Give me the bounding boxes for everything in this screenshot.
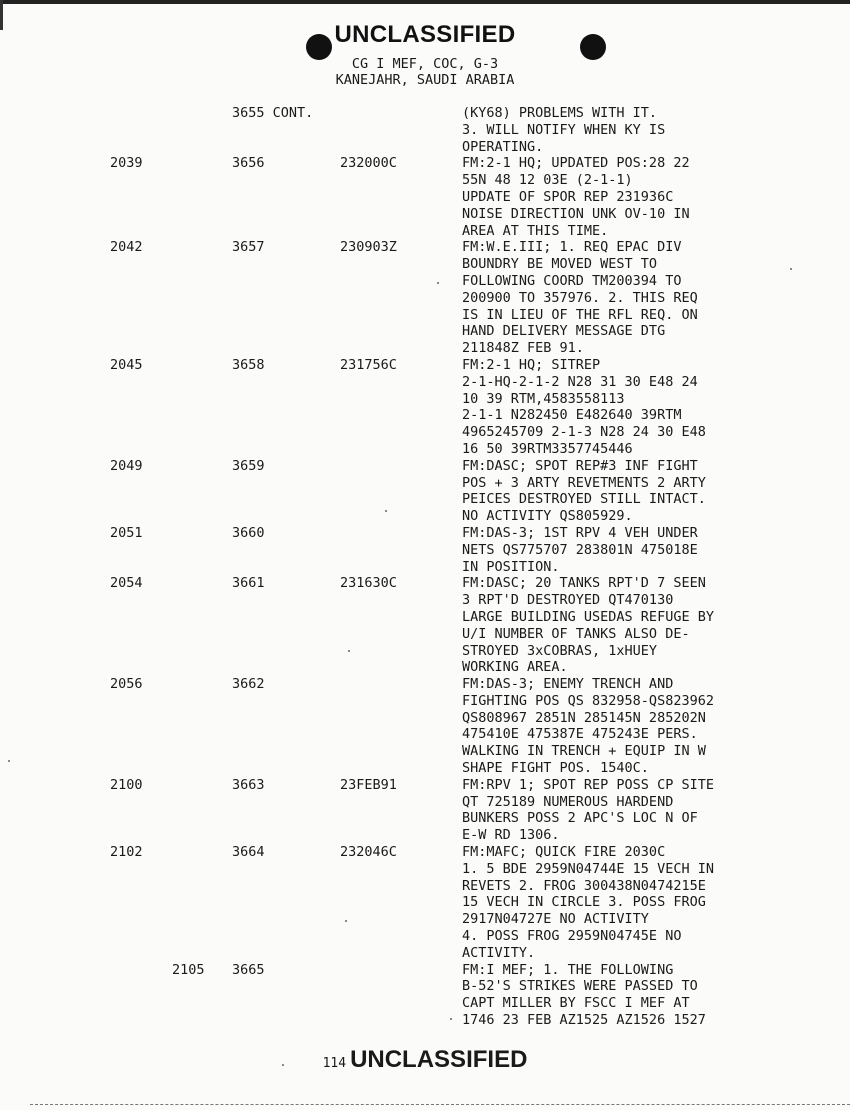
remarks-line: SHAPE FIGHT POS. 1540C. xyxy=(462,760,649,777)
entry-sequence-number: 3664 xyxy=(232,844,265,861)
log-entry xyxy=(0,239,850,357)
remarks-line: HAND DELIVERY MESSAGE DTG xyxy=(462,323,666,340)
entry-date-time-group: 232000C xyxy=(340,155,397,172)
entry-sequence-number: 3660 xyxy=(232,524,265,541)
remarks-line: OPERATING. xyxy=(462,138,544,155)
remarks-line: FM:RPV 1; SPOT REP POSS CP SITE xyxy=(462,776,714,793)
remarks-line: QT 725189 NUMEROUS HARDEND xyxy=(462,793,674,810)
remarks-line: 2-1-HQ-2-1-2 N28 31 30 E48 24 xyxy=(462,373,698,390)
entry-sequence-number: 3657 xyxy=(232,239,265,256)
log-entry xyxy=(0,962,850,1029)
remarks-line: WORKING AREA. xyxy=(462,659,568,676)
scan-speck xyxy=(345,920,347,922)
entry-remarks xyxy=(462,575,847,676)
remarks-line: UPDATE OF SPOR REP 231936C xyxy=(462,188,674,205)
remarks-line: FM:2-1 HQ; UPDATED POS:28 22 xyxy=(462,155,690,172)
entry-remarks xyxy=(462,676,847,777)
remarks-line: 200900 TO 357976. 2. THIS REQ xyxy=(462,289,698,306)
remarks-line: 1. 5 BDE 2959N04744E 15 VECH IN xyxy=(462,860,714,877)
remarks-line: 3. WILL NOTIFY WHEN KY IS xyxy=(462,121,666,138)
log-entry xyxy=(0,777,850,844)
scan-speck xyxy=(8,760,10,762)
remarks-line: FM:DASC; SPOT REP#3 INF FIGHT xyxy=(462,457,698,474)
remarks-line: CAPT MILLER BY FSCC I MEF AT xyxy=(462,995,690,1012)
entry-date-time-group: 231756C xyxy=(340,356,397,373)
entry-remarks xyxy=(462,458,847,525)
scan-speck xyxy=(437,282,439,284)
remarks-line: FM:W.E.III; 1. REQ EPAC DIV xyxy=(462,239,682,256)
entry-remarks xyxy=(462,777,847,844)
entry-sequence-number: 3662 xyxy=(232,676,265,693)
remarks-line: E-W RD 1306. xyxy=(462,827,560,844)
entry-date-time-group: 23FEB91 xyxy=(340,776,397,793)
remarks-line: QS808967 2851N 285145N 285202N xyxy=(462,709,706,726)
entry-remarks xyxy=(462,844,847,962)
entry-remarks xyxy=(462,962,847,1029)
remarks-line: PEICES DESTROYED STILL INTACT. xyxy=(462,491,706,508)
remarks-line: 55N 48 12 03E (2-1-1) xyxy=(462,172,633,189)
entry-line-number: 2049 xyxy=(110,457,143,474)
entry-line-number: 2045 xyxy=(110,356,143,373)
log-entry xyxy=(0,676,850,777)
log-entries xyxy=(0,105,850,1029)
log-entry xyxy=(0,525,850,575)
scan-speck xyxy=(348,650,350,652)
entry-line-number: 2056 xyxy=(110,676,143,693)
log-entry xyxy=(0,844,850,962)
entry-sequence-number: 3661 xyxy=(232,575,265,592)
header-location: KANEJAHR, SAUDI ARABIA xyxy=(335,72,515,88)
remarks-line: 10 39 RTM,4583558113 xyxy=(462,390,625,407)
scan-speck xyxy=(450,1018,452,1020)
remarks-line: NOISE DIRECTION UNK OV-10 IN xyxy=(462,205,690,222)
entry-remarks xyxy=(462,357,847,458)
entry-line-number: 2105 xyxy=(172,961,205,978)
classification-banner-bottom: UNCLASSIFIED xyxy=(350,1046,528,1073)
remarks-line: FM:DASC; 20 TANKS RPT'D 7 SEEN xyxy=(462,575,706,592)
entry-sequence-number: 3658 xyxy=(232,356,265,373)
entry-sequence-number: 3656 xyxy=(232,155,265,172)
remarks-line: WALKING IN TRENCH + EQUIP IN W xyxy=(462,743,706,760)
entry-line-number: 2100 xyxy=(110,776,143,793)
page-number: 114 xyxy=(322,1056,347,1071)
scan-speck xyxy=(385,510,387,512)
remarks-line: FM:I MEF; 1. THE FOLLOWING xyxy=(462,961,674,978)
log-entry xyxy=(0,155,850,239)
remarks-line: 475410E 475387E 475243E PERS. xyxy=(462,726,698,743)
remarks-line: 211848Z FEB 91. xyxy=(462,340,584,357)
remarks-line: FM:DAS-3; ENEMY TRENCH AND xyxy=(462,676,674,693)
remarks-line: 4. POSS FROG 2959N04745E NO xyxy=(462,928,682,945)
remarks-line: 2-1-1 N282450 E482640 39RTM xyxy=(462,407,682,424)
entry-sequence-number: 3665 xyxy=(232,961,265,978)
remarks-line: 1746 23 FEB AZ1525 AZ1526 1527 xyxy=(462,1012,706,1029)
entry-remarks xyxy=(462,239,847,357)
remarks-line: NETS QS775707 283801N 475018E xyxy=(462,541,698,558)
entry-sequence-number: 3663 xyxy=(232,776,265,793)
entry-sequence-number: 3659 xyxy=(232,457,265,474)
scan-speck xyxy=(790,268,792,270)
remarks-line: 3 RPT'D DESTROYED QT470130 xyxy=(462,592,674,609)
remarks-line: (KY68) PROBLEMS WITH IT. xyxy=(462,105,658,121)
page-footer xyxy=(0,1046,850,1074)
remarks-line: POS + 3 ARTY REVETMENTS 2 ARTY xyxy=(462,474,706,491)
entry-date-time-group: 231630C xyxy=(340,575,397,592)
remarks-line: LARGE BUILDING USEDAS REFUGE BY xyxy=(462,608,714,625)
classification-banner-top: UNCLASSIFIED xyxy=(334,21,516,48)
remarks-line: NO ACTIVITY QS805929. xyxy=(462,508,633,525)
entry-line-number: 2051 xyxy=(110,524,143,541)
entry-remarks xyxy=(462,525,847,575)
remarks-line: FIGHTING POS QS 832958-QS823962 xyxy=(462,692,714,709)
remarks-line: IN POSITION. xyxy=(462,558,560,575)
remarks-line: BOUNDRY BE MOVED WEST TO xyxy=(462,256,658,273)
entry-line-number: 2042 xyxy=(110,239,143,256)
remarks-line: 16 50 39RTM3357745446 xyxy=(462,440,633,457)
remarks-line: FM:2-1 HQ; SITREP xyxy=(462,356,601,373)
scan-top-edge xyxy=(0,0,850,4)
scan-bottom-edge xyxy=(30,1104,850,1105)
remarks-line: FM:DAS-3; 1ST RPV 4 VEH UNDER xyxy=(462,524,698,541)
remarks-line: 15 VECH IN CIRCLE 3. POSS FROG xyxy=(462,894,706,911)
remarks-line: B-52'S STRIKES WERE PASSED TO xyxy=(462,978,698,995)
log-entry xyxy=(0,357,850,458)
entry-sequence-number: 3655 CONT. xyxy=(232,105,314,121)
entry-line-number: 2039 xyxy=(110,155,143,172)
log-entry xyxy=(0,105,850,155)
entry-date-time-group: 230903Z xyxy=(340,239,397,256)
log-entry xyxy=(0,458,850,525)
remarks-line: AREA AT THIS TIME. xyxy=(462,222,609,239)
remarks-line: ACTIVITY. xyxy=(462,944,536,961)
entry-date-time-group: 232046C xyxy=(340,844,397,861)
entry-remarks xyxy=(462,105,847,155)
remarks-line: STROYED 3xCOBRAS, 1xHUEY xyxy=(462,642,658,659)
remarks-line: REVETS 2. FROG 300438N0474215E xyxy=(462,877,706,894)
entry-line-number: 2054 xyxy=(110,575,143,592)
remarks-line: FM:MAFC; QUICK FIRE 2030C xyxy=(462,844,666,861)
log-entry xyxy=(0,575,850,676)
header-unit: CG I MEF, COC, G-3 xyxy=(351,56,499,72)
entry-remarks xyxy=(462,155,847,239)
entry-line-number: 2102 xyxy=(110,844,143,861)
remarks-line: 4965245709 2-1-3 N28 24 30 E48 xyxy=(462,424,706,441)
scan-speck xyxy=(282,1064,284,1066)
remarks-line: FOLLOWING COORD TM200394 TO xyxy=(462,272,682,289)
remarks-line: 2917N04727E NO ACTIVITY xyxy=(462,911,649,928)
remarks-line: U/I NUMBER OF TANKS ALSO DE- xyxy=(462,625,690,642)
remarks-line: BUNKERS POSS 2 APC'S LOC N OF xyxy=(462,810,698,827)
remarks-line: IS IN LIEU OF THE RFL REQ. ON xyxy=(462,306,698,323)
